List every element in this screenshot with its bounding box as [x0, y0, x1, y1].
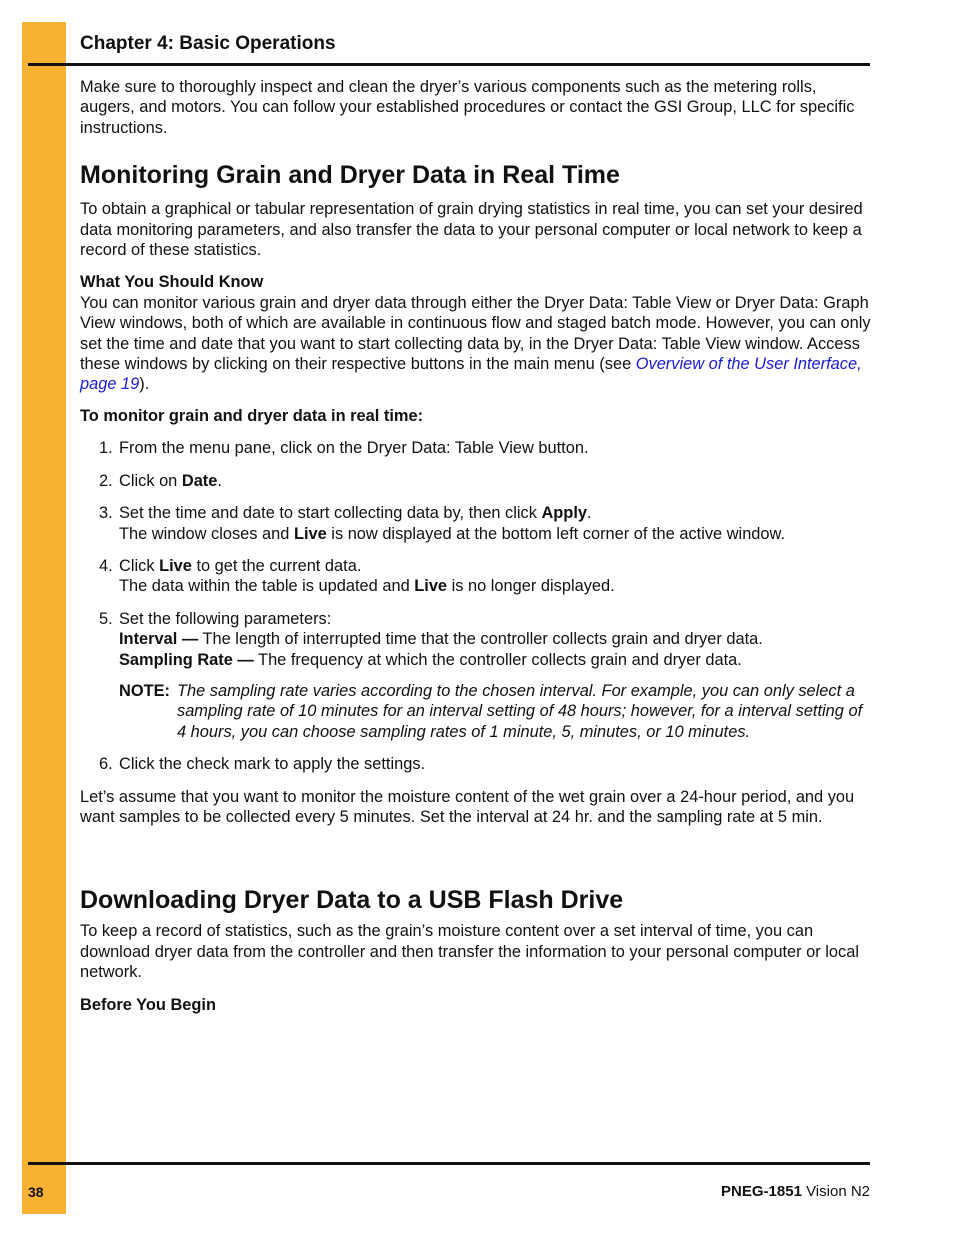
section-title-monitoring: Monitoring Grain and Dryer Data in Real Time: [80, 161, 620, 190]
what-you-should-know-heading: What You Should Know: [80, 273, 264, 292]
overview-link[interactable]: Overview of the User Interface, page 19: [80, 355, 862, 394]
param-interval: [80, 629, 872, 649]
step-4-result: [80, 576, 872, 596]
param-label: Interval —: [119, 630, 199, 649]
step-6: [80, 754, 872, 774]
step-text: Set the time and date to start collecting data by, then click: [119, 504, 542, 523]
intro-paragraph: Make sure to thoroughly inspect and clean the dryer’s various components such as the metering rolls, augers, and motors. You can follow your established procedures or contact the GSI Group, LLC for specific instructions.: [80, 78, 855, 137]
step-text: From the menu pane, click on the Dryer Data: Table View button.: [119, 439, 589, 458]
step-number: 2.: [99, 471, 113, 490]
know-end: ).: [139, 375, 150, 394]
result-text-end: is now displayed at the bottom left corner of the active window.: [326, 524, 786, 543]
footer-rule: [28, 1162, 870, 1165]
result-text: The window closes and: [119, 524, 294, 543]
apply-term: Apply: [541, 504, 587, 523]
live-term: Live: [414, 577, 448, 596]
section-title-downloading: Downloading Dryer Data to a USB Flash Drive: [80, 886, 624, 915]
document-name: Vision N2: [801, 1183, 870, 1200]
chapter-color-band: [22, 22, 66, 1214]
note-label: NOTE:: [119, 681, 170, 700]
note-text: The sampling rate varies according to the chosen interval. For example, you can only select a sampling rate of 10 minutes for an interval setting of 48 hours; however, for a interval setting of 4 hours, you can choose sampling rates of 1 minute, 5, minutes, or 10 minutes.: [177, 681, 863, 741]
document-id: [721, 1183, 870, 1200]
header-rule: [28, 63, 870, 66]
date-term: Date: [181, 471, 218, 490]
procedure-heading: To monitor grain and dryer data in real time:: [80, 406, 424, 425]
param-text: The length of interrupted time that the controller collects grain and dryer data.: [198, 630, 763, 649]
step-3: [80, 503, 872, 523]
note-block: [80, 681, 872, 742]
example-paragraph: Let’s assume that you want to monitor the moisture content of the wet grain over a 24-hour period, and you want samples to be collected every 5 minutes. Set the interval at 24 hr. and the sampling rate at 5 min.: [80, 787, 855, 826]
step-4: [80, 556, 872, 576]
step-number: 1.: [99, 439, 113, 458]
document-code: PNEG-1851: [721, 1183, 802, 1200]
step-number: 3.: [99, 504, 113, 523]
page-content: [80, 77, 872, 1015]
step-text-end: .: [217, 471, 222, 490]
live-term: Live: [293, 524, 327, 543]
result-text-end: is no longer displayed.: [447, 577, 615, 596]
page-number: 38: [28, 1184, 44, 1200]
step-2: [80, 471, 872, 491]
what-you-should-know-paragraph: [80, 293, 872, 395]
chapter-title: Chapter 4: Basic Operations: [80, 33, 336, 54]
step-text: Click on: [119, 471, 182, 490]
step-number: 4.: [99, 556, 113, 575]
before-you-begin-heading: Before You Begin: [80, 995, 216, 1014]
step-3-result: [80, 524, 872, 544]
step-1: [80, 438, 872, 458]
param-sampling-rate: [80, 650, 872, 670]
step-text: Click the check mark to apply the settings.: [119, 755, 426, 774]
step-text-end: to get the current data.: [191, 556, 362, 575]
step-number: 5.: [99, 609, 113, 628]
step-text: Click: [119, 556, 160, 575]
step-5: [80, 609, 872, 629]
procedure-steps: [80, 438, 872, 774]
param-text: The frequency at which the controller collects grain and dryer data.: [253, 650, 742, 669]
step-text-end: .: [586, 504, 592, 523]
monitoring-paragraph: To obtain a graphical or tabular representation of grain drying statistics in real time, you can set your desired data monitoring parameters, and also transfer the data to your personal computer or local network to keep a record of these statistics.: [80, 200, 863, 260]
downloading-paragraph: To keep a record of statistics, such as the grain’s moisture content over a set interval of time, you can download dryer data from the controller and then transfer the information to your personal computer or local network.: [80, 922, 859, 982]
know-text: You can monitor various grain and dryer data through either the Dryer Data: Table View or Dryer Data: Graph View windows, both of which are available in continuous flow and staged batch mode. However, you can only set the time and date that you want to start collecting data by, in the Dryer Data: Table View window. Access these windows by clicking on their respective buttons in the main menu (see: [80, 293, 871, 374]
result-text: The data within the table is updated and: [119, 577, 415, 596]
live-term: Live: [159, 556, 192, 575]
step-number: 6.: [99, 755, 113, 774]
param-label: Sampling Rate —: [119, 650, 254, 669]
step-text: Set the following parameters:: [119, 609, 332, 628]
